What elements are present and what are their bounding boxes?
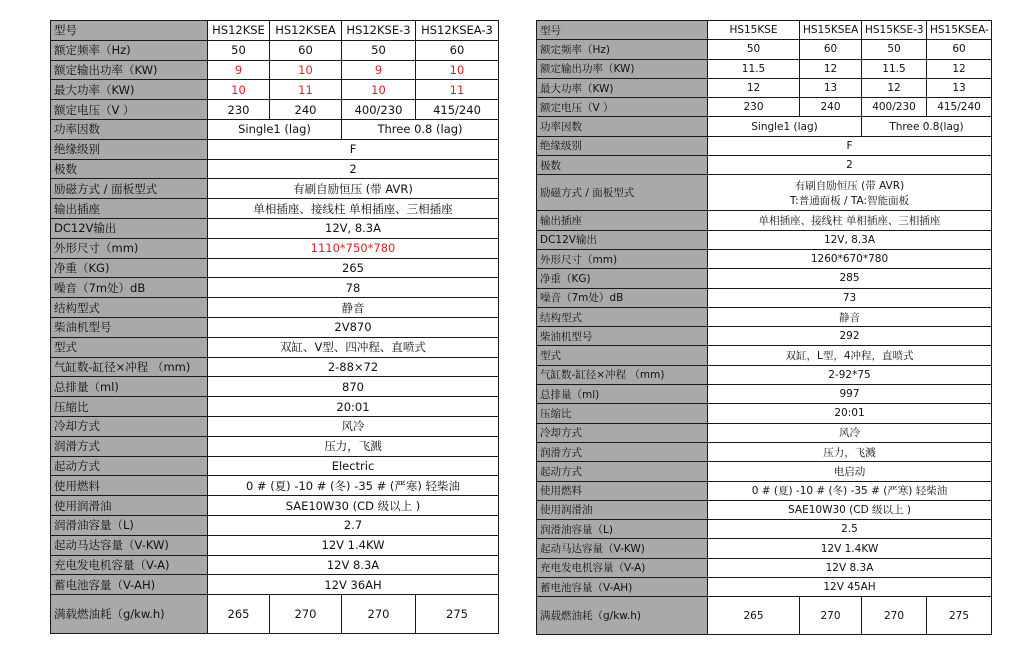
spec-value-text: 2 bbox=[846, 159, 853, 172]
spec-label: 蓄电池容量（V-AH) bbox=[537, 578, 708, 597]
spec-row bbox=[51, 337, 499, 357]
spec-label: 极数 bbox=[51, 159, 208, 179]
spec-value bbox=[208, 535, 499, 555]
spec-value: 275 bbox=[416, 595, 499, 634]
spec-value-text: 12V 8.3A bbox=[825, 561, 874, 574]
spec-value bbox=[708, 211, 992, 230]
spec-label: 起动马达容量（V-KW) bbox=[537, 539, 708, 558]
spec-label: 充电发电机容量（V-A) bbox=[51, 555, 208, 575]
spec-value-text: 2V870 bbox=[334, 320, 372, 335]
spec-row bbox=[51, 80, 499, 100]
spec-value: 270 bbox=[270, 595, 342, 634]
spec-row bbox=[537, 539, 992, 558]
spec-value: 400/230 bbox=[862, 98, 927, 117]
spec-value: 415/240 bbox=[927, 98, 992, 117]
spec-value bbox=[708, 288, 992, 307]
spec-value bbox=[208, 258, 499, 278]
spec-label: 最大功率（KW) bbox=[537, 78, 708, 97]
spec-value bbox=[208, 476, 499, 496]
spec-value-text: T:普通面板 / TA:智能面板 bbox=[789, 194, 910, 207]
spec-value bbox=[708, 346, 992, 365]
spec-value-text: F bbox=[846, 139, 853, 152]
spec-value bbox=[208, 278, 499, 298]
spec-row bbox=[537, 442, 992, 461]
spec-value-text: SAE10W30 (CD 级以上 ) bbox=[285, 498, 421, 513]
spec-row bbox=[51, 456, 499, 476]
spec-row bbox=[51, 40, 499, 60]
spec-value-text: 压力，飞溅 bbox=[823, 446, 876, 459]
spec-value bbox=[208, 199, 499, 219]
spec-value-text: 265 bbox=[342, 260, 364, 275]
spec-label: 额定电压（V ） bbox=[537, 98, 708, 117]
spec-label: 额定频率（Hz) bbox=[51, 40, 208, 60]
spec-value bbox=[708, 327, 992, 346]
spec-label: 总排量（ml) bbox=[537, 385, 708, 404]
spec-row bbox=[537, 288, 992, 307]
spec-row bbox=[51, 555, 499, 575]
spec-label: 结构型式 bbox=[537, 307, 708, 326]
spec-value bbox=[208, 575, 499, 595]
spec-label: 型式 bbox=[537, 346, 708, 365]
spec-label: 额定电压（V ） bbox=[51, 100, 208, 120]
spec-value bbox=[208, 139, 499, 159]
spec-row bbox=[51, 258, 499, 278]
spec-value: Single1 (lag) bbox=[708, 117, 862, 136]
spec-row bbox=[537, 423, 992, 442]
spec-value-text: 0 # (夏) -10 # (冬) -35 # (严寒) 轻柴油 bbox=[751, 485, 948, 498]
spec-value-text: 风冷 bbox=[341, 419, 365, 434]
spec-label: 外形尺寸（mm) bbox=[537, 249, 708, 268]
spec-table-hs12 bbox=[50, 20, 499, 634]
model-header: HS15KSE-3 bbox=[862, 21, 927, 40]
spec-value-text: 12V 36AH bbox=[324, 577, 382, 592]
spec-value: 10 bbox=[270, 60, 342, 80]
model-header: HS12KSEA bbox=[270, 21, 342, 41]
spec-label: 输出插座 bbox=[51, 199, 208, 219]
spec-value: 400/230 bbox=[342, 100, 416, 120]
spec-value: 270 bbox=[862, 597, 927, 635]
spec-row bbox=[537, 269, 992, 288]
spec-label: 极数 bbox=[537, 156, 708, 175]
spec-value: 50 bbox=[342, 40, 416, 60]
spec-value bbox=[208, 337, 499, 357]
spec-value bbox=[708, 404, 992, 423]
spec-value bbox=[208, 515, 499, 535]
spec-label: 功率因数 bbox=[51, 119, 208, 139]
spec-value: 265 bbox=[708, 597, 800, 635]
spec-value bbox=[708, 578, 992, 597]
model-header: HS15KSEA- bbox=[927, 21, 992, 40]
spec-label: 噪音（7m处）dB bbox=[51, 278, 208, 298]
spec-row bbox=[51, 496, 499, 516]
spec-value bbox=[708, 500, 992, 519]
spec-label: 润滑方式 bbox=[537, 442, 708, 461]
spec-row bbox=[51, 238, 499, 258]
spec-value-text: 12V, 8.3A bbox=[823, 233, 876, 246]
spec-label: 型号 bbox=[51, 21, 208, 41]
spec-value-text: 73 bbox=[842, 291, 857, 304]
spec-value-text: 0 # (夏) -10 # (冬) -35 # (严寒) 轻柴油 bbox=[245, 478, 461, 493]
spec-value-text: 风冷 bbox=[839, 427, 860, 440]
spec-row bbox=[51, 139, 499, 159]
spec-label: 额定输出功率（KW) bbox=[51, 60, 208, 80]
spec-value bbox=[208, 298, 499, 318]
spec-value: 240 bbox=[800, 98, 862, 117]
spec-value: 12 bbox=[927, 59, 992, 78]
spec-value bbox=[208, 436, 499, 456]
spec-value-text: 997 bbox=[839, 388, 860, 401]
spec-row bbox=[51, 436, 499, 456]
spec-value bbox=[208, 357, 499, 377]
spec-label: 润滑油容量（L) bbox=[537, 520, 708, 539]
spec-value-text: 12V 1.4KW bbox=[820, 542, 879, 555]
spec-value: Three 0.8 (lag) bbox=[342, 119, 499, 139]
spec-value: 50 bbox=[708, 40, 800, 59]
spec-label: 绝缘级别 bbox=[537, 136, 708, 155]
spec-label: 外形尺寸（mm) bbox=[51, 238, 208, 258]
spec-row bbox=[537, 307, 992, 326]
spec-value-text: 20:01 bbox=[336, 399, 370, 414]
spec-label: 励磁方式 / 面板型式 bbox=[51, 179, 208, 199]
spec-label: 起动方式 bbox=[51, 456, 208, 476]
spec-value bbox=[708, 175, 992, 211]
spec-value bbox=[708, 481, 992, 500]
spec-value bbox=[708, 156, 992, 175]
spec-value-text: 有刷自励恒压 (带 AVR) bbox=[293, 181, 413, 196]
spec-row bbox=[51, 179, 499, 199]
spec-label: 满载燃油耗（g/kw.h) bbox=[51, 595, 208, 634]
spec-value: 275 bbox=[927, 597, 992, 635]
spec-row bbox=[537, 78, 992, 97]
spec-value: 12 bbox=[708, 78, 800, 97]
spec-value-text: 2 bbox=[349, 161, 357, 176]
spec-value: 240 bbox=[270, 100, 342, 120]
spec-value-text: 2-92*75 bbox=[828, 368, 871, 381]
spec-value: Three 0.8(lag) bbox=[862, 117, 992, 136]
spec-value bbox=[208, 159, 499, 179]
spec-value-text: 12V, 8.3A bbox=[325, 221, 381, 236]
spec-table-body bbox=[537, 21, 992, 635]
spec-value: 415/240 bbox=[416, 100, 499, 120]
spec-row bbox=[537, 365, 992, 384]
spec-value bbox=[708, 307, 992, 326]
spec-row bbox=[537, 578, 992, 597]
spec-value bbox=[708, 230, 992, 249]
spec-value-text: 1260*670*780 bbox=[810, 253, 889, 266]
spec-label: 功率因数 bbox=[537, 117, 708, 136]
spec-row bbox=[51, 21, 499, 41]
spec-label: 结构型式 bbox=[51, 298, 208, 318]
spec-value bbox=[208, 238, 499, 258]
spec-row bbox=[537, 21, 992, 40]
spec-value-text: 12V 45AH bbox=[823, 581, 876, 594]
spec-row bbox=[537, 500, 992, 519]
spec-value bbox=[708, 136, 992, 155]
spec-label: 气缸数-缸径×冲程 （mm) bbox=[51, 357, 208, 377]
spec-value: 9 bbox=[208, 60, 270, 80]
spec-value-text: 静音 bbox=[839, 311, 860, 324]
spec-label: 使用润滑油 bbox=[537, 500, 708, 519]
spec-label: 型号 bbox=[537, 21, 708, 40]
spec-row bbox=[537, 59, 992, 78]
spec-value: 11.5 bbox=[708, 59, 800, 78]
spec-row bbox=[51, 100, 499, 120]
spec-value-text: 20:01 bbox=[834, 407, 865, 420]
spec-value bbox=[208, 179, 499, 199]
spec-label: 冷却方式 bbox=[537, 423, 708, 442]
spec-row bbox=[51, 298, 499, 318]
spec-label: 使用润滑油 bbox=[51, 496, 208, 516]
spec-value: 60 bbox=[927, 40, 992, 59]
spec-row bbox=[537, 404, 992, 423]
spec-value bbox=[208, 416, 499, 436]
spec-value-text: 870 bbox=[342, 379, 364, 394]
model-header: HS12KSEA-3 bbox=[416, 21, 499, 41]
spec-row bbox=[51, 535, 499, 555]
spec-value: 60 bbox=[416, 40, 499, 60]
spec-value: 60 bbox=[270, 40, 342, 60]
spec-value: 60 bbox=[800, 40, 862, 59]
spec-value-text: 285 bbox=[839, 272, 860, 285]
spec-row bbox=[51, 397, 499, 417]
spec-row bbox=[51, 218, 499, 238]
spec-row bbox=[537, 597, 992, 635]
spec-value: 10 bbox=[416, 60, 499, 80]
model-header: HS15KSEA bbox=[800, 21, 862, 40]
spec-value-text: 双缸，L型，4冲程，直喷式 bbox=[785, 350, 914, 363]
spec-value-text: 单相插座、接线柱 单相插座、三相插座 bbox=[253, 201, 453, 216]
spec-value bbox=[208, 555, 499, 575]
spec-value bbox=[708, 539, 992, 558]
spec-label: 使用燃料 bbox=[51, 476, 208, 496]
spec-label: 励磁方式 / 面板型式 bbox=[537, 175, 708, 211]
spec-label: 输出插座 bbox=[537, 211, 708, 230]
spec-value bbox=[708, 558, 992, 577]
spec-label: 额定频率（Hz) bbox=[537, 40, 708, 59]
spec-value: 13 bbox=[927, 78, 992, 97]
spec-value-text: 12V 1.4KW bbox=[321, 538, 385, 553]
spec-label: 起动方式 bbox=[537, 462, 708, 481]
spec-label: 蓄电池容量（V-AH) bbox=[51, 575, 208, 595]
spec-value-text: 2-88×72 bbox=[327, 359, 379, 374]
spec-value bbox=[208, 218, 499, 238]
spec-label: DC12V输出 bbox=[51, 218, 208, 238]
spec-label: 冷却方式 bbox=[51, 416, 208, 436]
spec-label: 最大功率（KW) bbox=[51, 80, 208, 100]
spec-row bbox=[537, 327, 992, 346]
spec-value bbox=[708, 423, 992, 442]
spec-row bbox=[51, 60, 499, 80]
spec-label: 充电发电机容量（V-A) bbox=[537, 558, 708, 577]
spec-row bbox=[51, 377, 499, 397]
spec-label: 总排量（ml) bbox=[51, 377, 208, 397]
spec-value bbox=[208, 377, 499, 397]
spec-value bbox=[708, 462, 992, 481]
spec-row bbox=[51, 119, 499, 139]
spec-value-text: 双缸、V型、四冲程、直喷式 bbox=[280, 340, 426, 355]
spec-label: 使用燃料 bbox=[537, 481, 708, 500]
spec-value: 11 bbox=[270, 80, 342, 100]
spec-value: 11 bbox=[416, 80, 499, 100]
spec-label: DC12V输出 bbox=[537, 230, 708, 249]
spec-row bbox=[51, 199, 499, 219]
spec-label: 气缸数-缸径×冲程 （mm) bbox=[537, 365, 708, 384]
spec-value bbox=[708, 249, 992, 268]
spec-row bbox=[537, 136, 992, 155]
spec-label: 润滑油容量（L) bbox=[51, 515, 208, 535]
spec-row bbox=[537, 385, 992, 404]
spec-value: 12 bbox=[862, 78, 927, 97]
spec-value bbox=[208, 397, 499, 417]
spec-label: 满载燃油耗（g/kw.h) bbox=[537, 597, 708, 635]
spec-value: 10 bbox=[208, 80, 270, 100]
spec-row bbox=[51, 159, 499, 179]
spec-value: 50 bbox=[862, 40, 927, 59]
spec-row bbox=[51, 515, 499, 535]
spec-value: Single1 (lag) bbox=[208, 119, 342, 139]
spec-value: 270 bbox=[800, 597, 862, 635]
spec-label: 润滑方式 bbox=[51, 436, 208, 456]
spec-value bbox=[708, 520, 992, 539]
spec-row bbox=[537, 211, 992, 230]
spec-label: 净重（KG) bbox=[537, 269, 708, 288]
spec-label: 柴油机型号 bbox=[537, 327, 708, 346]
spec-value-text: 292 bbox=[839, 330, 860, 343]
spec-value bbox=[208, 456, 499, 476]
spec-value-text: 1110*750*780 bbox=[310, 241, 396, 256]
spec-value-text: 单相插座、接线柱 单相插座、三相插座 bbox=[758, 215, 941, 228]
spec-value: 230 bbox=[208, 100, 270, 120]
spec-value bbox=[708, 442, 992, 461]
spec-row bbox=[537, 558, 992, 577]
spec-table-body bbox=[51, 21, 499, 634]
spec-value-text: 有刷自励恒压 (带 AVR) bbox=[794, 179, 905, 192]
spec-value: 9 bbox=[342, 60, 416, 80]
spec-value-text: Electric bbox=[331, 458, 375, 473]
spec-table-hs15 bbox=[536, 20, 992, 635]
spec-value bbox=[708, 365, 992, 384]
spec-label: 型式 bbox=[51, 337, 208, 357]
spec-value bbox=[708, 385, 992, 404]
spec-label: 柴油机型号 bbox=[51, 317, 208, 337]
spec-row bbox=[537, 175, 992, 211]
spec-value: 270 bbox=[342, 595, 416, 634]
spec-value-text: 2.5 bbox=[841, 523, 858, 536]
spec-row bbox=[537, 462, 992, 481]
spec-value: 50 bbox=[208, 40, 270, 60]
spec-row bbox=[537, 520, 992, 539]
spec-label: 压缩比 bbox=[51, 397, 208, 417]
spec-value bbox=[708, 269, 992, 288]
spec-row bbox=[537, 481, 992, 500]
spec-row bbox=[51, 278, 499, 298]
spec-row bbox=[537, 249, 992, 268]
spec-label: 压缩比 bbox=[537, 404, 708, 423]
spec-row bbox=[51, 575, 499, 595]
spec-value: 265 bbox=[208, 595, 270, 634]
spec-row bbox=[537, 156, 992, 175]
spec-row bbox=[51, 416, 499, 436]
spec-label: 额定输出功率（KW) bbox=[537, 59, 708, 78]
spec-row bbox=[51, 317, 499, 337]
spec-value-text: SAE10W30 (CD 级以上 ) bbox=[788, 504, 911, 517]
spec-label: 净重（KG) bbox=[51, 258, 208, 278]
spec-value-text: 电启动 bbox=[833, 465, 866, 478]
spec-row bbox=[51, 476, 499, 496]
spec-value: 12 bbox=[800, 59, 862, 78]
spec-value-text: 压力，飞溅 bbox=[324, 439, 382, 454]
spec-row bbox=[51, 595, 499, 634]
model-header: HS12KSE bbox=[208, 21, 270, 41]
model-header: HS15KSE bbox=[708, 21, 800, 40]
spec-row bbox=[537, 346, 992, 365]
spec-value bbox=[208, 496, 499, 516]
spec-row bbox=[51, 357, 499, 377]
spec-row bbox=[537, 117, 992, 136]
spec-value: 11.5 bbox=[862, 59, 927, 78]
spec-value bbox=[208, 317, 499, 337]
spec-value: 13 bbox=[800, 78, 862, 97]
spec-row bbox=[537, 40, 992, 59]
spec-row bbox=[537, 98, 992, 117]
spec-value-text: 2.7 bbox=[343, 518, 363, 533]
spec-label: 噪音（7m处）dB bbox=[537, 288, 708, 307]
spec-value-text: 12V 8.3A bbox=[326, 557, 380, 572]
spec-value-text: F bbox=[349, 142, 357, 157]
spec-label: 绝缘级别 bbox=[51, 139, 208, 159]
spec-value: 230 bbox=[708, 98, 800, 117]
spec-value-text: 静音 bbox=[341, 300, 365, 315]
model-header: HS12KSE-3 bbox=[342, 21, 416, 41]
spec-value: 10 bbox=[342, 80, 416, 100]
spec-label: 起动马达容量（V-KW) bbox=[51, 535, 208, 555]
spec-value-text: 78 bbox=[345, 280, 361, 295]
spec-row bbox=[537, 230, 992, 249]
